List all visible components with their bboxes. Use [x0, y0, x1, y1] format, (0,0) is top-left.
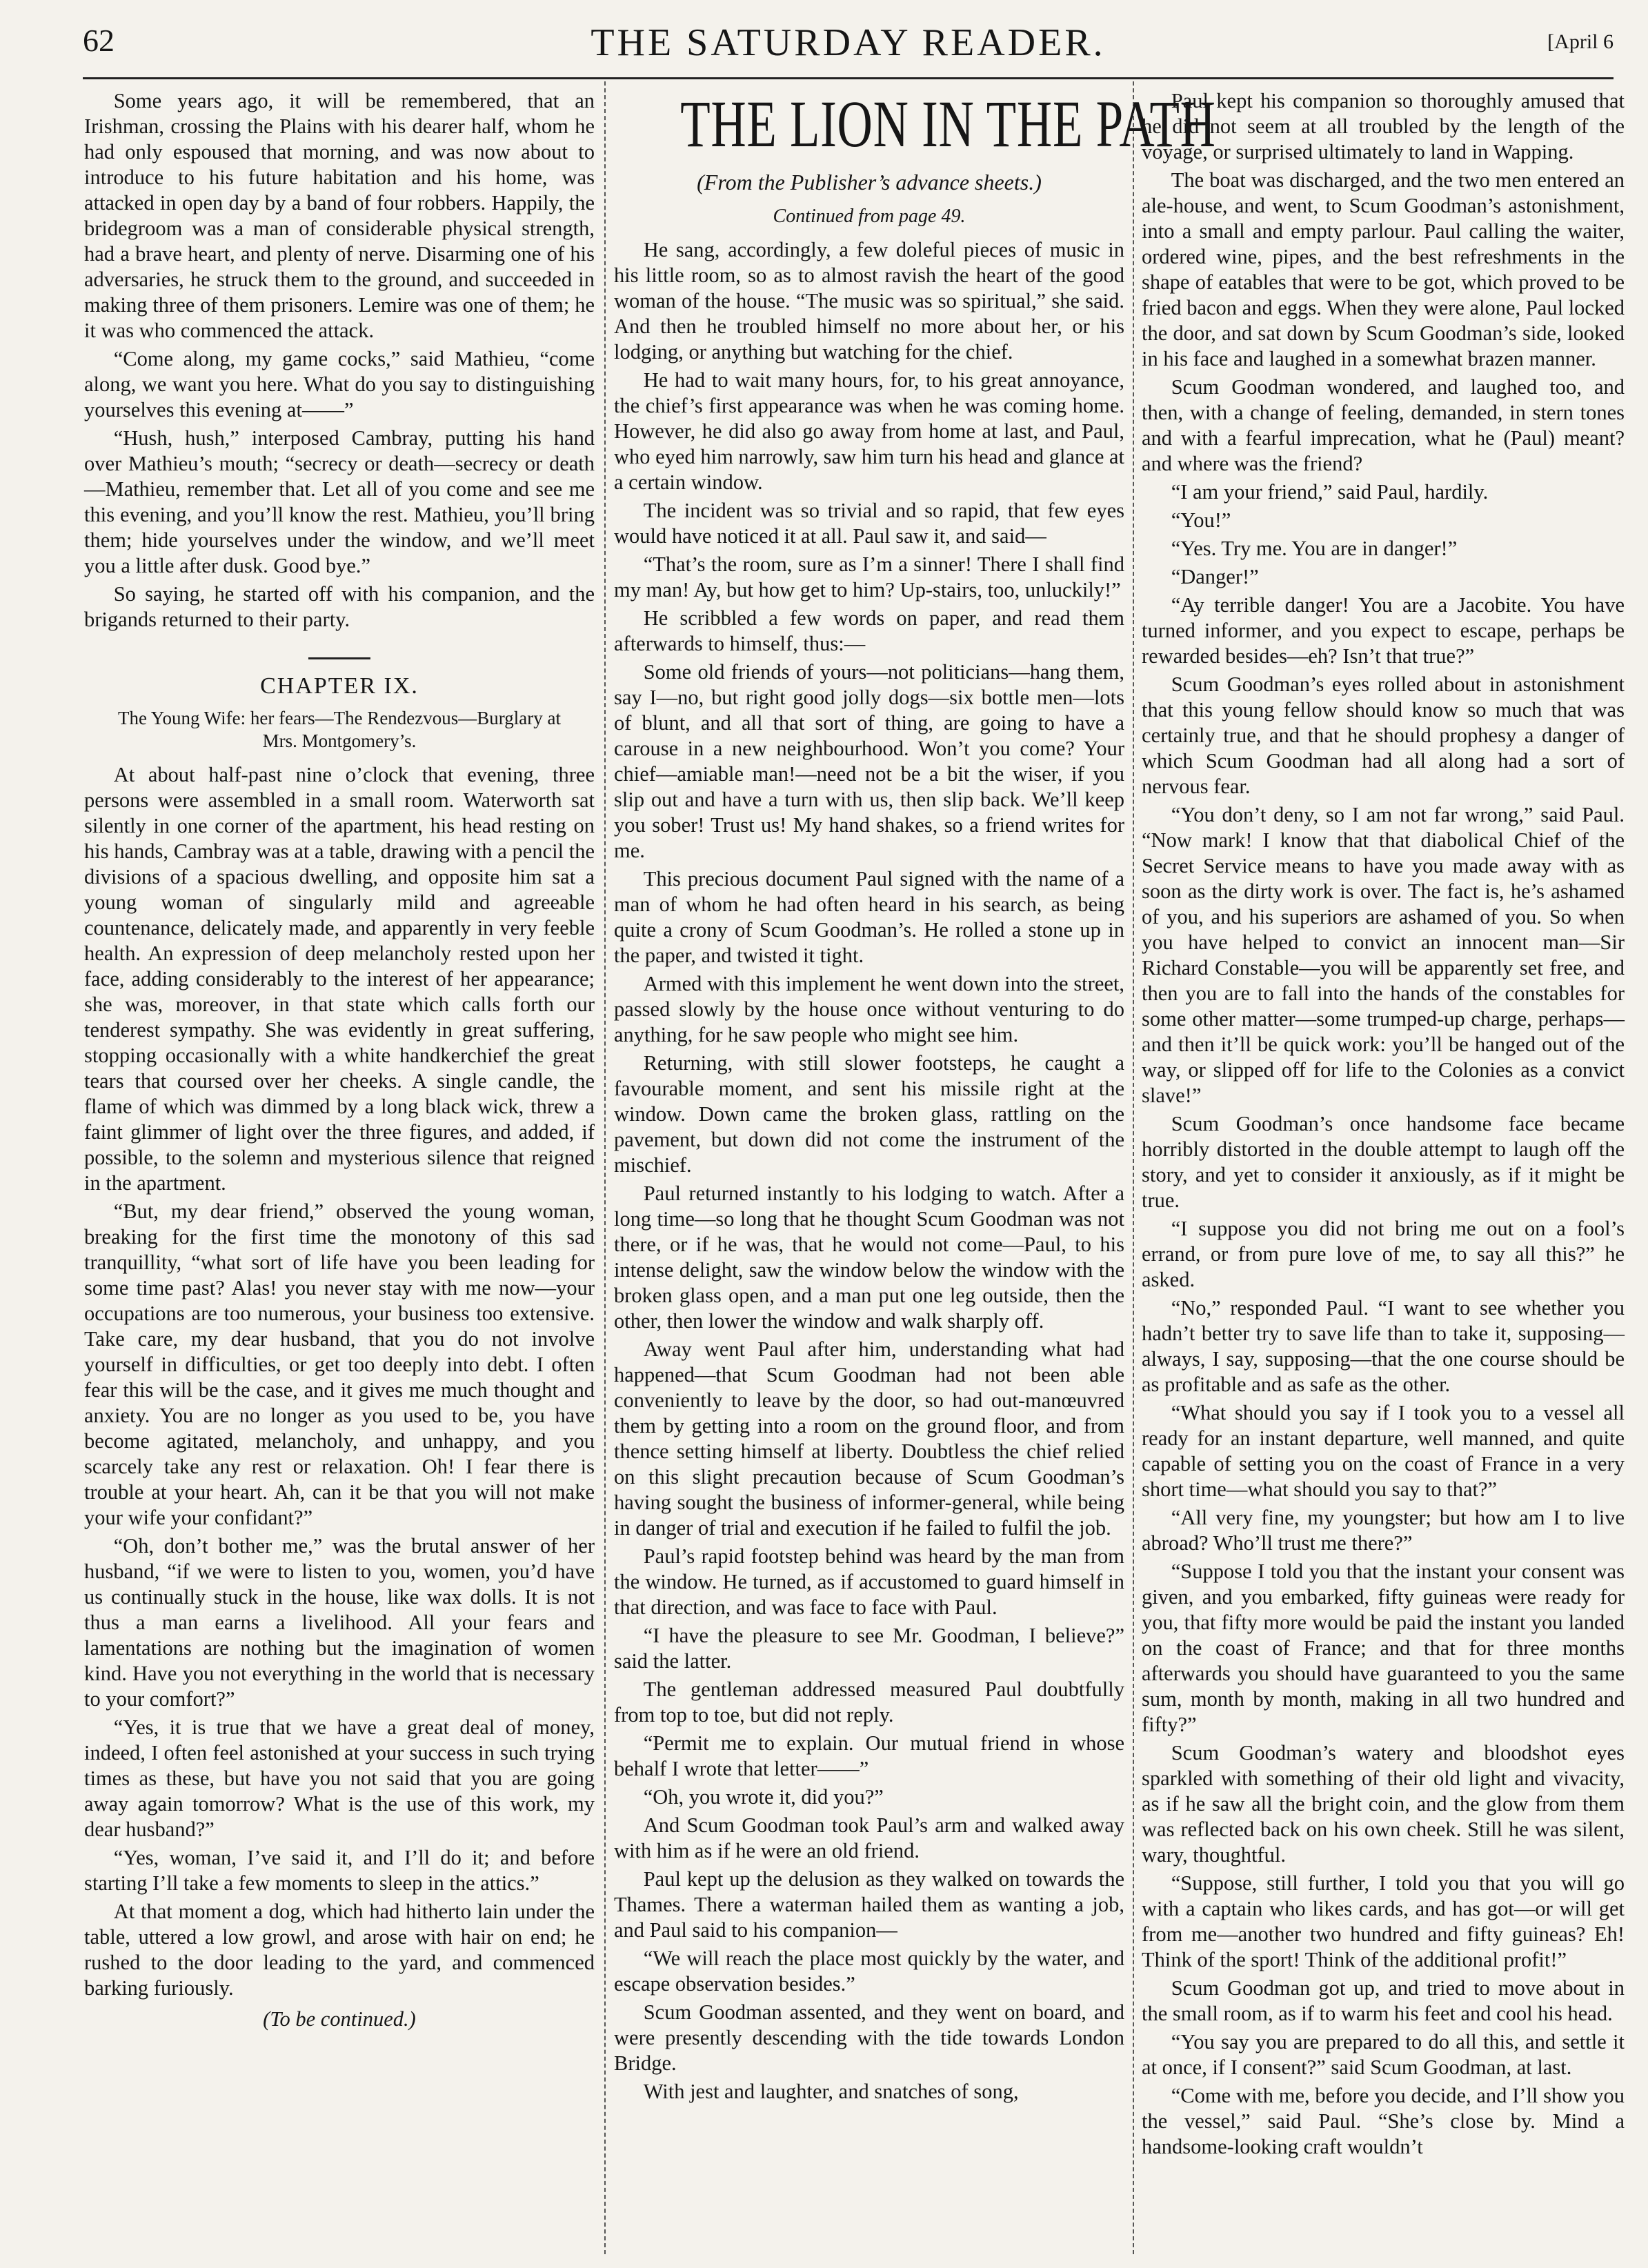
paragraph: “You say you are prepared to do all this, and settle it at once, if I consent?” said Scum Goodman, at last. [1142, 2030, 1625, 2079]
paragraph: Returning, with still slower footsteps, he caught a favourable moment, and sent his missile right at the window. Down came the broken glass, rattling on the pavement, but down did not come the instrument of the mischief. [614, 1051, 1124, 1177]
paragraph: “Come with me, before you decide, and I’ll show you the vessel,” said Paul. “She’s close by. Mind a handsome-looking craft wouldn’t [1142, 2084, 1625, 2158]
paragraph: Paul returned instantly to his lodging to watch. After a long time—so long that he thought Scum Goodman was not there, or if he was, that he would not come—Paul, to his intense delight, saw the window below the window with the broken glass open, and a man put one leg outside, then the other, then lower the window and walk sharply off. [614, 1182, 1124, 1333]
paragraph: The incident was so trivial and so rapid, that few eyes would have noticed it at all. Paul saw it, and said— [614, 499, 1124, 548]
column-divider-1 [604, 81, 606, 2254]
paragraph: “That’s the room, sure as I’m a sinner! There I shall find my man! Ay, but how get to him? Up-stairs, too, unluckily!” [614, 553, 1124, 601]
paragraph: This precious document Paul signed with the name of a man of whom he had often heard in his search, as being quite a crony of Scum Goodman’s. He rolled a stone up in the paper, and twisted it tight. [614, 867, 1124, 967]
paragraph: Some old friends of yours—not politicians—hang them, say I—no, but right good jolly dogs—six bottle men—lots of blunt, and all that sort of thing, are going to have a carouse in a new neighbourhood. Won’t you come? Your chief—amiable man!—need not be a bit the wiser, if you slip out and have a turn with us, then slip back. We’ll keep you sober! Trust us! My hand shakes, so a friend writes for me. [614, 660, 1124, 862]
page-number: 62 [83, 23, 115, 58]
paragraph: Paul kept up the delusion as they walked on towards the Thames. There a waterman hailed them as wanting a job, and Paul said to his companion— [614, 1867, 1124, 1942]
paragraph: “You don’t deny, so I am not far wrong,” said Paul. “Now mark! I know that that diabolical Chief of the Secret Service means to have you made away with as soon as the dirty work is over. The fact is, he’s ashamed of you, and his superiors are ashamed of you. So when you have helped to convict an innocent man—Sir Richard Constable—you will be apparently set free, and then you are to fall into the hands of the constables for some other matter—some trumped-up charge, perhaps—and then it’ll be quick work: you’ll be hanged out of the way, or slipped off for life to the Colonies as a convict slave!” [1142, 803, 1625, 1107]
paragraph: Away went Paul after him, understanding what had happened—that Scum Goodman had not been able conveniently to leave by the door, so had out-manœuvred them by getting into a room on the ground floor, and from thence setting himself at liberty. Doubtless the chief relied on this slight precaution because of Scum Goodman’s having sought the business of informer-general, while being in danger of trial and execution if he failed to fulfil the job. [614, 1337, 1124, 1540]
paragraph: He scribbled a few words on paper, and read them afterwards to himself, thus:— [614, 606, 1124, 655]
paragraph: “I am your friend,” said Paul, hardily. [1171, 480, 1489, 504]
paragraph: At about half-past nine o’clock that evening, three persons were assembled in a small room. Waterworth sat silently in one corner of the apartment, his head resting on his hands, Cambray was at a table, drawing with a pencil the divisions of a spacious dwelling, and opposite him sat a young woman of singularly mild and agreeable countenance, delicately made, and apparently in very feeble health. An expression of deep melancholy rested upon her face, adding considerably to the interest of her appearance; she was, moreover, in that state which calls forth our tenderest sympathy. She was evidently in great suffering, stopping occasionally with a white handkerchief the great tears that coursed over her cheeks. A single candle, the flame of which was dimmed by a long black wick, threw a faint glimmer of light over the three figures, and added, if possible, to the solemn and mysterious silence that reigned in the apartment. [84, 763, 595, 1195]
paragraph: “All very fine, my youngster; but how am I to live abroad? Who’ll trust me there?” [1142, 1506, 1625, 1555]
paragraph: Scum Goodman’s eyes rolled about in astonishment that this young fellow should know so much that was certainly true, and that he should prophesy a danger of which Scum Goodman had all along had a sort of nervous fear. [1142, 673, 1625, 798]
paragraph: “Suppose I told you that the instant your consent was given, and you embarked, fifty guineas were ready for you, that fifty more would be paid the instant you landed on the coast of France; and that for three months afterwards you should have guaranteed to you the same sum, month by month, making in all two hundred and fifty?” [1142, 1560, 1625, 1736]
paragraph: Scum Goodman wondered, and laughed too, and then, with a change of feeling, demanded, in stern tones and with a fearful imprecation, what he (Paul) meant? and where was the friend? [1142, 375, 1625, 475]
paragraph: Paul’s rapid footstep behind was heard by the man from the window. He turned, as if accustomed to guard himself in that direction, and was face to face with Paul. [614, 1544, 1124, 1619]
paragraph: Some years ago, it will be remembered, that an Irishman, crossing the Plains with his dearer half, whom he had only espoused that morning, and was now about to introduce to his future habitation and his home, was attacked in open day by a band of four robbers. Happily, the bridegroom was a man of considerable physical strength, had a brave heart, and plenty of nerve. Disarming one of his adversaries, he struck them to the ground, and succeeded in making three of them prisoners. Lemire was one of them; he it was who commenced the attack. [84, 89, 595, 342]
to-be-continued: (To be continued.) [263, 2007, 416, 2031]
paragraph: Armed with this implement he went down into the street, passed slowly by the house once without venturing to do anything, for he saw people who might see him. [614, 972, 1124, 1046]
paragraph: “Come along, my game cocks,” said Mathieu, “come along, we want you here. What do you say to distinguishing yourselves this evening at——” [84, 347, 595, 421]
paragraph: With jest and laughter, and snatches of song, [643, 2080, 1019, 2103]
paragraph: “We will reach the place most quickly by the water, and escape observation besides.” [614, 1947, 1124, 1996]
paragraph: Scum Goodman’s watery and bloodshot eyes sparkled with something of their old light and vivacity, as if he saw all the bright coin, and the glow from them was reflected back on his own cheek. Still he was silent, wary, thoughtful. [1142, 1741, 1625, 1867]
issue-date: [April 6 [1547, 30, 1614, 53]
paragraph: At that moment a dog, which had hitherto lain under the table, uttered a low growl, and arose with hair on end; he rushed to the door leading to the yard, and commenced barking furiously. [84, 1900, 595, 2000]
paragraph: He sang, accordingly, a few doleful pieces of music in his little room, so as to almost ravish the heart of the good woman of the house. “The music was so spiritual,” she said. And then he troubled himself no more about her, or his lodging, or anything but watching for the chief. [614, 238, 1124, 364]
masthead-title: THE SATURDAY READER. [590, 21, 1106, 64]
column-divider-2 [1133, 81, 1134, 2254]
paragraph: “You!” [1171, 508, 1231, 532]
paragraph: “Ay terrible danger! You are a Jacobite. You have turned informer, and you expect to escape, perhaps be rewarded besides—eh? Isn’t that true?” [1142, 593, 1625, 668]
header-rule [83, 77, 1614, 79]
paragraph: Scum Goodman got up, and tried to move about in the small room, as if to warm his feet and cool his head. [1142, 1976, 1625, 2025]
paragraph: Scum Goodman’s once handsome face became horribly distorted in the double attempt to laugh off the story, and yet to consider it anxiously, as if it might be true. [1142, 1112, 1625, 1212]
column-2 [614, 87, 1216, 2254]
paragraph: “I suppose you did not bring me out on a fool’s errand, or from pure love of me, to say all this?” he asked. [1142, 1217, 1625, 1291]
paragraph: “Danger!” [1171, 565, 1259, 588]
chapter-rule [308, 657, 370, 659]
continued-from: Continued from page 49. [773, 206, 966, 227]
page-header [83, 14, 1614, 76]
paragraph: “Permit me to explain. Our mutual friend in whose behalf I wrote that letter——” [614, 1731, 1124, 1780]
paragraph: “Yes. Try me. You are in danger!” [1171, 537, 1458, 560]
paragraph: The gentleman addressed measured Paul doubtfully from top to toe, but did not reply. [614, 1678, 1124, 1727]
paragraph: “No,” responded Paul. “I want to see whether you hadn’t better try to save life than to take it, supposing—always, I say, supposing—that the one course should be as profitable and as safe as the other. [1142, 1296, 1625, 1396]
paragraph: “Hush, hush,” interposed Cambray, putting his hand over Mathieu’s mouth; “secrecy or death—secrecy or death—Mathieu, remember that. Let all of you come and see me this evening, and you’ll know the rest. Mathieu, you’ll bring them; hide yourselves under the window, and we’ll meet you a little after dusk. Good bye.” [84, 426, 595, 577]
paragraph: So saying, he started off with his companion, and the brigands returned to their party. [84, 582, 595, 631]
paragraph: “Oh, you wrote it, did you?” [643, 1785, 884, 1809]
paragraph: He had to wait many hours, for, to his great annoyance, the chief’s first appearance was when he was coming home. However, he did also go away from home at last, and Paul, who eyed him narrowly, saw him turn his head and glance at a certain window. [614, 368, 1124, 494]
paragraph: “I have the pleasure to see Mr. Goodman, I believe?” said the latter. [614, 1624, 1124, 1673]
paragraph: Scum Goodman assented, and they went on board, and were presently descending with the tide towards London Bridge. [614, 2000, 1124, 2075]
story-title: THE LION IN THE PATH [680, 87, 1216, 161]
chapter-summary: The Young Wife: her fears—The Rendezvous—Burglary at Mrs. Montgomery’s. [117, 708, 561, 751]
paragraph: The boat was discharged, and the two men entered an ale-house, and went, to Scum Goodman’s astonishment, into a small and empty parlour. Paul calling the waiter, ordered wine, pipes, and the best refreshments in the shape of eatables that were to be got, which proved to be fried bacon and eggs. When they were alone, Paul locked the door, and sat down by Scum Goodman’s side, looked in his face and laughed in a somewhat brazen manner. [1142, 168, 1625, 370]
paragraph: “Yes, it is true that we have a great deal of money, indeed, I often feel astonished at your success in such trying times as these, but have you not said that you are going away again tomorrow? What is the use of this work, my dear husband?” [84, 1715, 595, 1841]
paragraph: “Oh, don’t bother me,” was the brutal answer of her husband, “if we were to listen to you, women, you’d have us continually stuck in the house, like wax dolls. It is not thus a man earns a livelihood. All your fears and lamentations are nothing but the imagination of women kind. Have you not everything in the world that is necessary to your comfort?” [84, 1534, 595, 1711]
column-3 [1142, 88, 1625, 2254]
paragraph: “What should you say if I took you to a vessel all ready for an instant departure, well manned, and quite capable of setting you on the coast of France in a very short time—what should you say to that?” [1142, 1401, 1625, 1501]
chapter-title: CHAPTER IX. [260, 673, 419, 699]
paragraph: “Suppose, still further, I told you that you will go with a captain who likes cards, and has got—or will get from me—another two hundred and fifty guineas? Eh! Think of the sport! Think of the additional profit!” [1142, 1871, 1625, 1971]
story-source: (From the Publisher’s advance sheets.) [697, 170, 1042, 195]
paragraph: “Yes, woman, I’ve said it, and I’ll do it; and before starting I’ll take a few moments to sleep in the attics.” [84, 1846, 595, 1895]
paragraph: Paul kept his companion so thoroughly amused that he did not seem at all troubled by the length of the voyage, or surprised ultimately to land in Wapping. [1142, 89, 1625, 163]
paragraph: And Scum Goodman took Paul’s arm and walked away with him as if he were an old friend. [614, 1813, 1124, 1862]
paragraph: “But, my dear friend,” observed the young woman, breaking for the first time the monotony of this sad tranquillity, “what sort of life have you been leading for some time past? Alas! you never stay with me now—your occupations are too numerous, your business too extensive. Take care, my dear husband, that you do not involve yourself in difficulties, or get too deeply into debt. I often fear this will be the case, and it gives me much thought and anxiety. You are no longer as you used to be, you have become agitated, melancholy, and unhappy, and you scarcely take any rest or relaxation. Oh! I fear there is trouble at your heart. Ah, can it be that you will not make your wife your confidant?” [84, 1200, 595, 1529]
column-1 [84, 88, 595, 2254]
